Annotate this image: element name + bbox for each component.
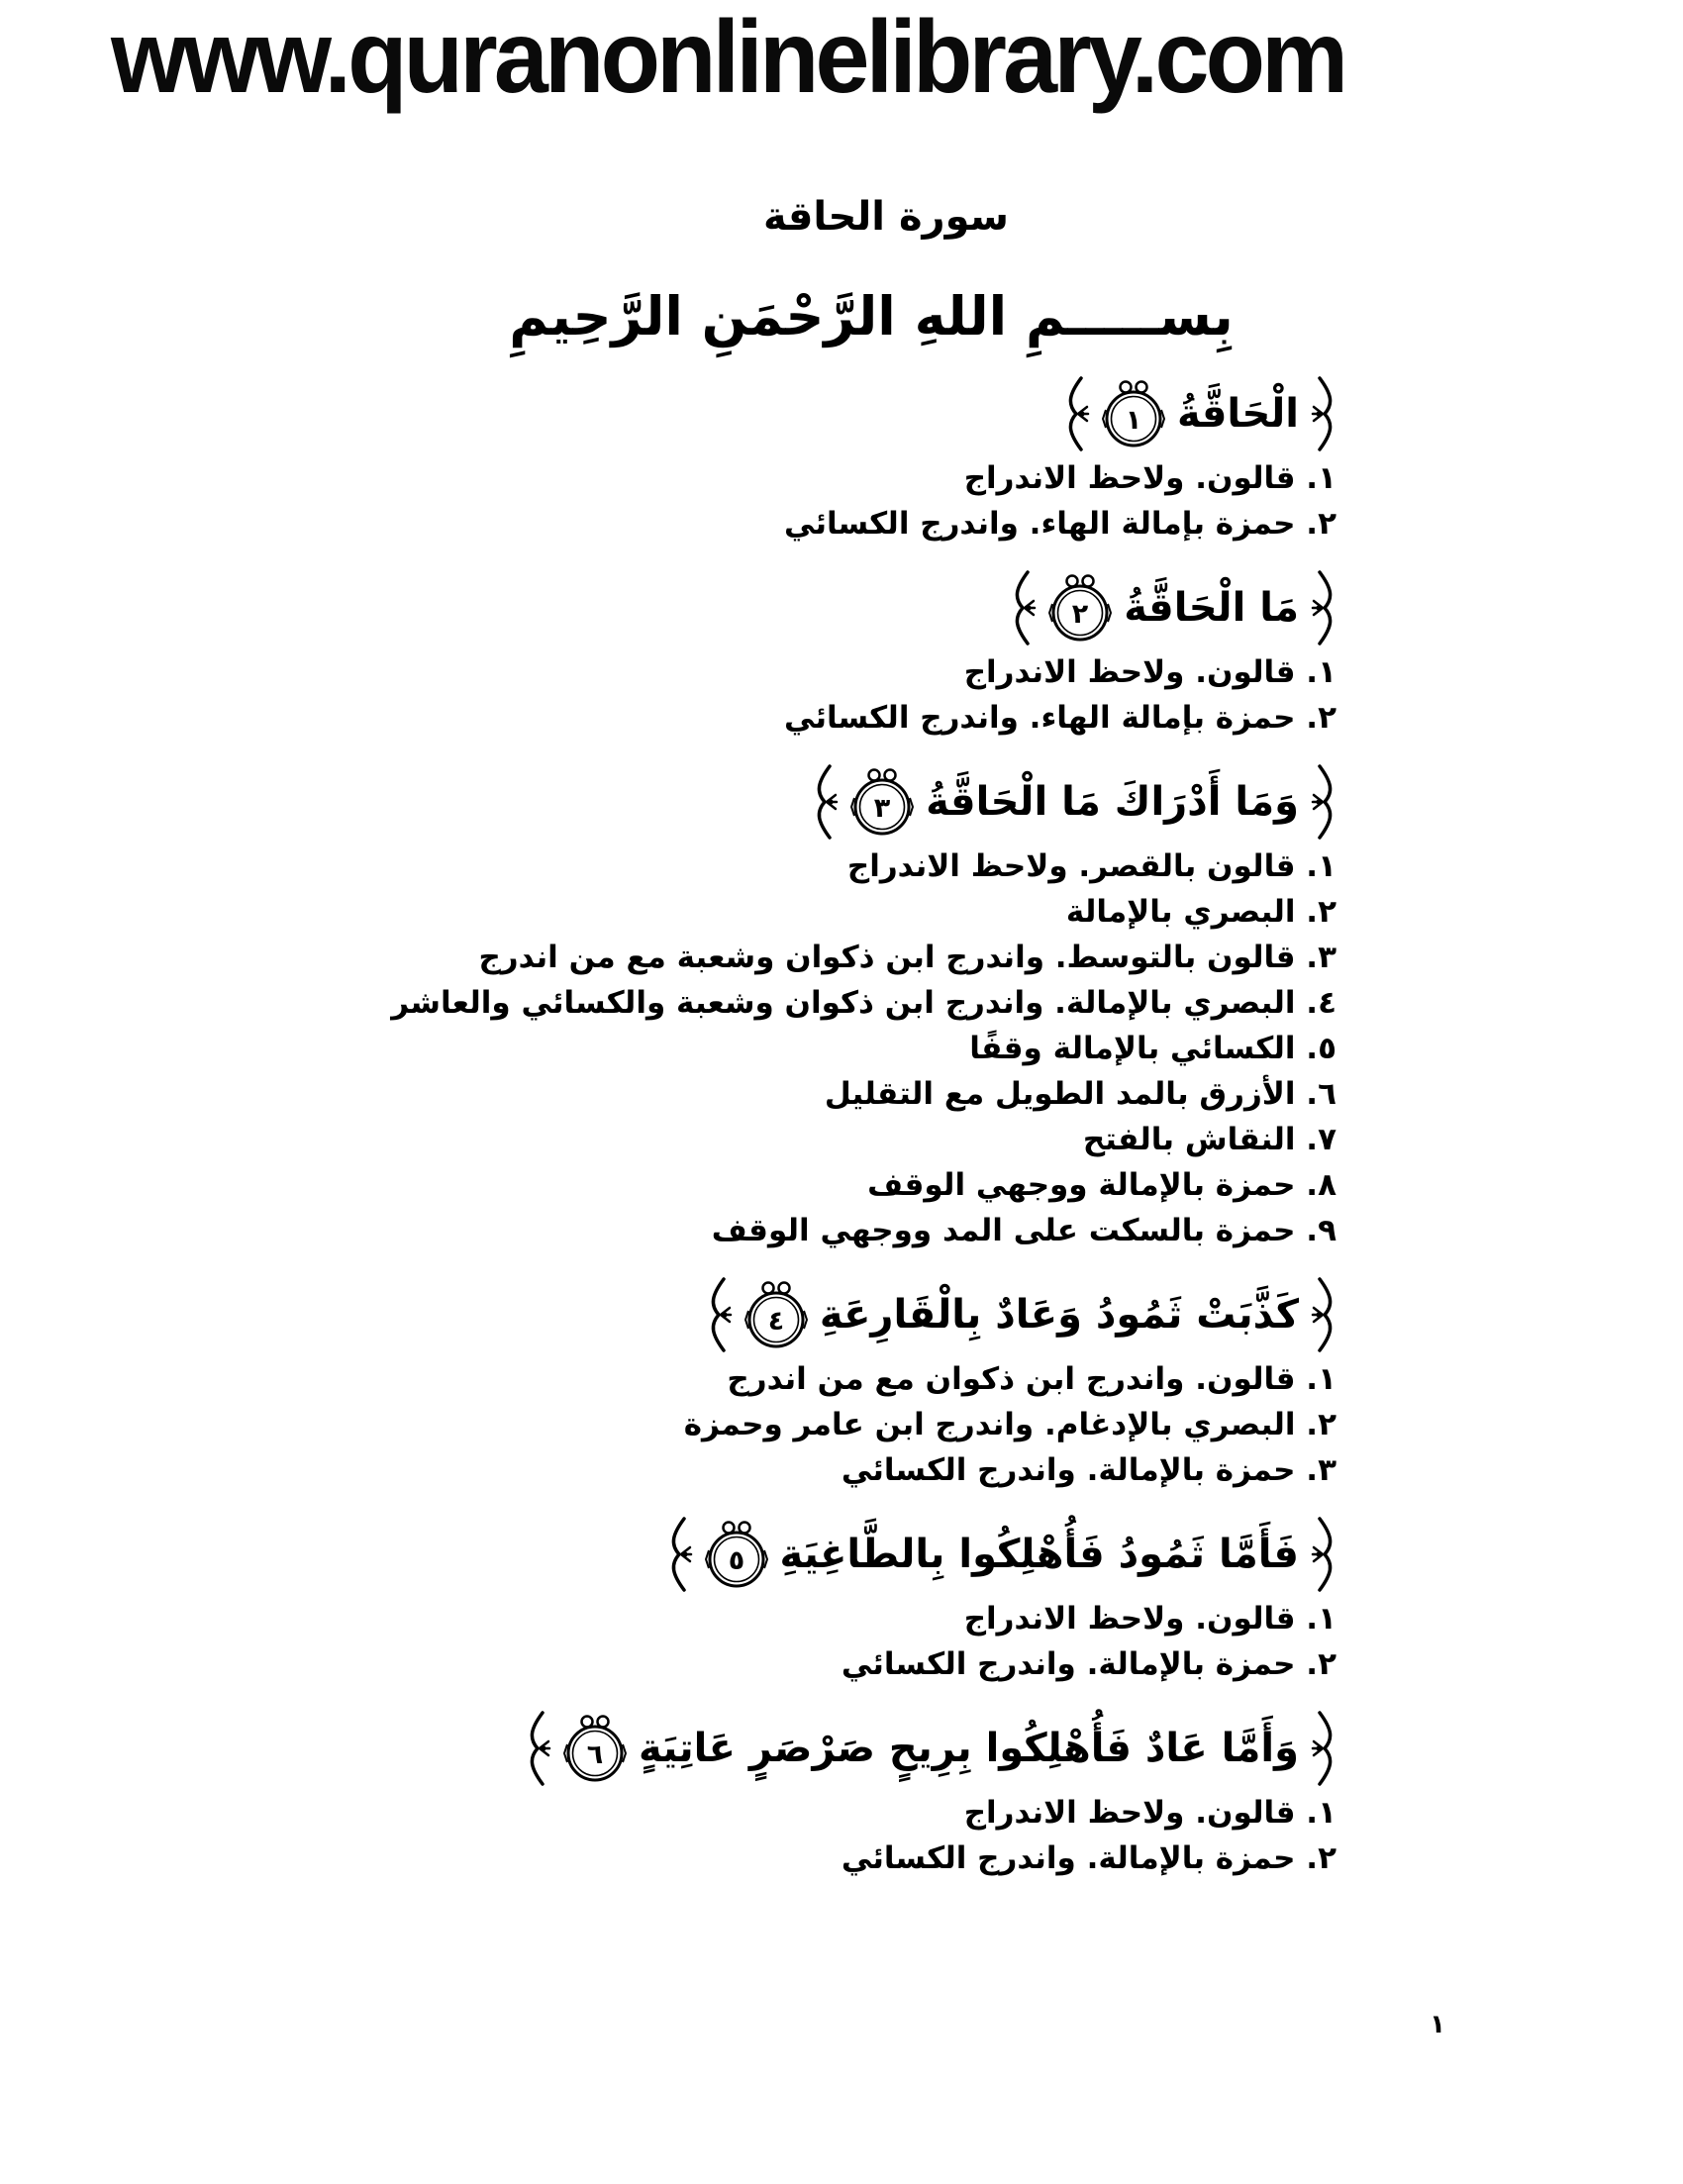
verse-text: مَا الْحَاقَّةُ (1124, 584, 1299, 631)
verse-number: ٦ (586, 1738, 604, 1770)
ornate-bracket-close-icon (667, 1515, 693, 1594)
verse-number-medallion (563, 1713, 627, 1784)
verse-block-4 (0, 1273, 1336, 1493)
verse-block-6 (0, 1707, 1336, 1881)
qiraat-note: ٢. البصري بالإدغام. واندرج ابن عامر وحمزة (683, 1406, 1336, 1442)
verse-number-medallion (1048, 572, 1112, 644)
ornate-bracket-close-icon (1011, 568, 1037, 647)
qiraat-note: ١. قالون. ولاحظ الاندراج (963, 1794, 1336, 1831)
verse-block-3 (0, 760, 1336, 1253)
ornate-bracket-close-icon (526, 1709, 551, 1788)
verses-section (0, 350, 1683, 1881)
verse-number-medallion (1102, 378, 1165, 449)
qiraat-note: ١. قالون. ولاحظ الاندراج (963, 459, 1336, 496)
ornate-bracket-open-icon (1311, 568, 1336, 647)
qiraat-note: ٤. البصري بالإمالة. واندرج ابن ذكوان وشعبة والكسائي والعاشر (391, 984, 1336, 1021)
ornate-bracket-open-icon (1311, 1275, 1336, 1354)
qiraat-note: ١. قالون. ولاحظ الاندراج (963, 653, 1336, 690)
ornate-bracket-close-icon (707, 1275, 733, 1354)
ornate-bracket-open-icon (1311, 374, 1336, 453)
site-url: www.quranonlinelibrary.com (111, 0, 1345, 115)
qiraat-note: ٣. قالون بالتوسط. واندرج ابن ذكوان وشعبة مع من اندرج (478, 939, 1336, 975)
qiraat-note: ٢. حمزة بإمالة الهاء. واندرج الكسائي (783, 699, 1336, 736)
verse-row-1 (0, 372, 1336, 455)
qiraat-note: ٩. حمزة بالسكت على المد ووجهي الوقف (711, 1212, 1336, 1248)
verse-number-medallion (850, 766, 914, 838)
verse-text: وَمَا أَدْرَاكَ مَا الْحَاقَّةُ (926, 778, 1299, 825)
verse-number-medallion (744, 1279, 808, 1350)
qiraat-note: ٢. حمزة بالإمالة. واندرج الكسائي (841, 1645, 1336, 1682)
verse-row-3 (0, 760, 1336, 844)
ornate-bracket-open-icon (1311, 1709, 1336, 1788)
verse-number: ٤ (767, 1305, 785, 1337)
ornate-bracket-close-icon (1064, 374, 1090, 453)
bismillah-calligraphy: بِســـــمِ اللهِ الرَّحْمَنِ الرَّحِيمِ (509, 285, 1234, 347)
qiraat-note: ٦. الأزرق بالمد الطويل مع التقليل (824, 1075, 1336, 1112)
verse-number-medallion (705, 1519, 768, 1590)
verse-block-2 (0, 566, 1336, 741)
qiraat-note: ٨. حمزة بالإمالة ووجهي الوقف (867, 1166, 1336, 1203)
verse-text: الْحَاقَّةُ (1176, 390, 1299, 437)
verse-number: ١ (1125, 404, 1142, 436)
qiraat-note: ٢. حمزة بإمالة الهاء. واندرج الكسائي (783, 505, 1336, 542)
verse-row-2 (0, 566, 1336, 649)
qiraat-note: ٧. النقاش بالفتح (1082, 1121, 1336, 1157)
surah-title: سورة الحاقة (762, 194, 1009, 240)
qiraat-note: ١. قالون. ولاحظ الاندراج (963, 1600, 1336, 1637)
verse-number: ٢ (1072, 598, 1089, 630)
ornate-bracket-open-icon (1311, 762, 1336, 842)
verse-number: ٣ (873, 792, 891, 824)
verse-text: فَأَمَّا ثَمُودُ فَأُهْلِكُوا بِالطَّاغِيَةِ (779, 1531, 1299, 1577)
qiraat-note: ٢. البصري بالإمالة (1065, 893, 1336, 930)
verse-row-5 (0, 1513, 1336, 1596)
qiraat-note: ٥. الكسائي بالإمالة وقفًا (969, 1030, 1336, 1066)
verse-number: ٥ (728, 1544, 744, 1576)
ornate-bracket-open-icon (1311, 1515, 1336, 1594)
verse-row-4 (0, 1273, 1336, 1356)
verse-block-5 (0, 1513, 1336, 1687)
qiraat-note: ٢. حمزة بالإمالة. واندرج الكسائي (841, 1839, 1336, 1876)
qiraat-note: ١. قالون. واندرج ابن ذكوان مع من اندرج (727, 1360, 1336, 1397)
qiraat-note: ٣. حمزة بالإمالة. واندرج الكسائي (841, 1451, 1336, 1488)
verse-row-6 (0, 1707, 1336, 1790)
verse-text: وَأَمَّا عَادٌ فَأُهْلِكُوا بِرِيحٍ صَرْصَرٍ عَاتِيَةٍ (639, 1725, 1299, 1771)
page-number: ١ (1430, 2010, 1445, 2039)
ornate-bracket-close-icon (813, 762, 839, 842)
verse-text: كَذَّبَتْ ثَمُودُ وَعَادٌ بِالْقَارِعَةِ (819, 1291, 1299, 1338)
verse-block-1 (0, 372, 1336, 546)
qiraat-note: ١. قالون بالقصر. ولاحظ الاندراج (846, 847, 1336, 884)
